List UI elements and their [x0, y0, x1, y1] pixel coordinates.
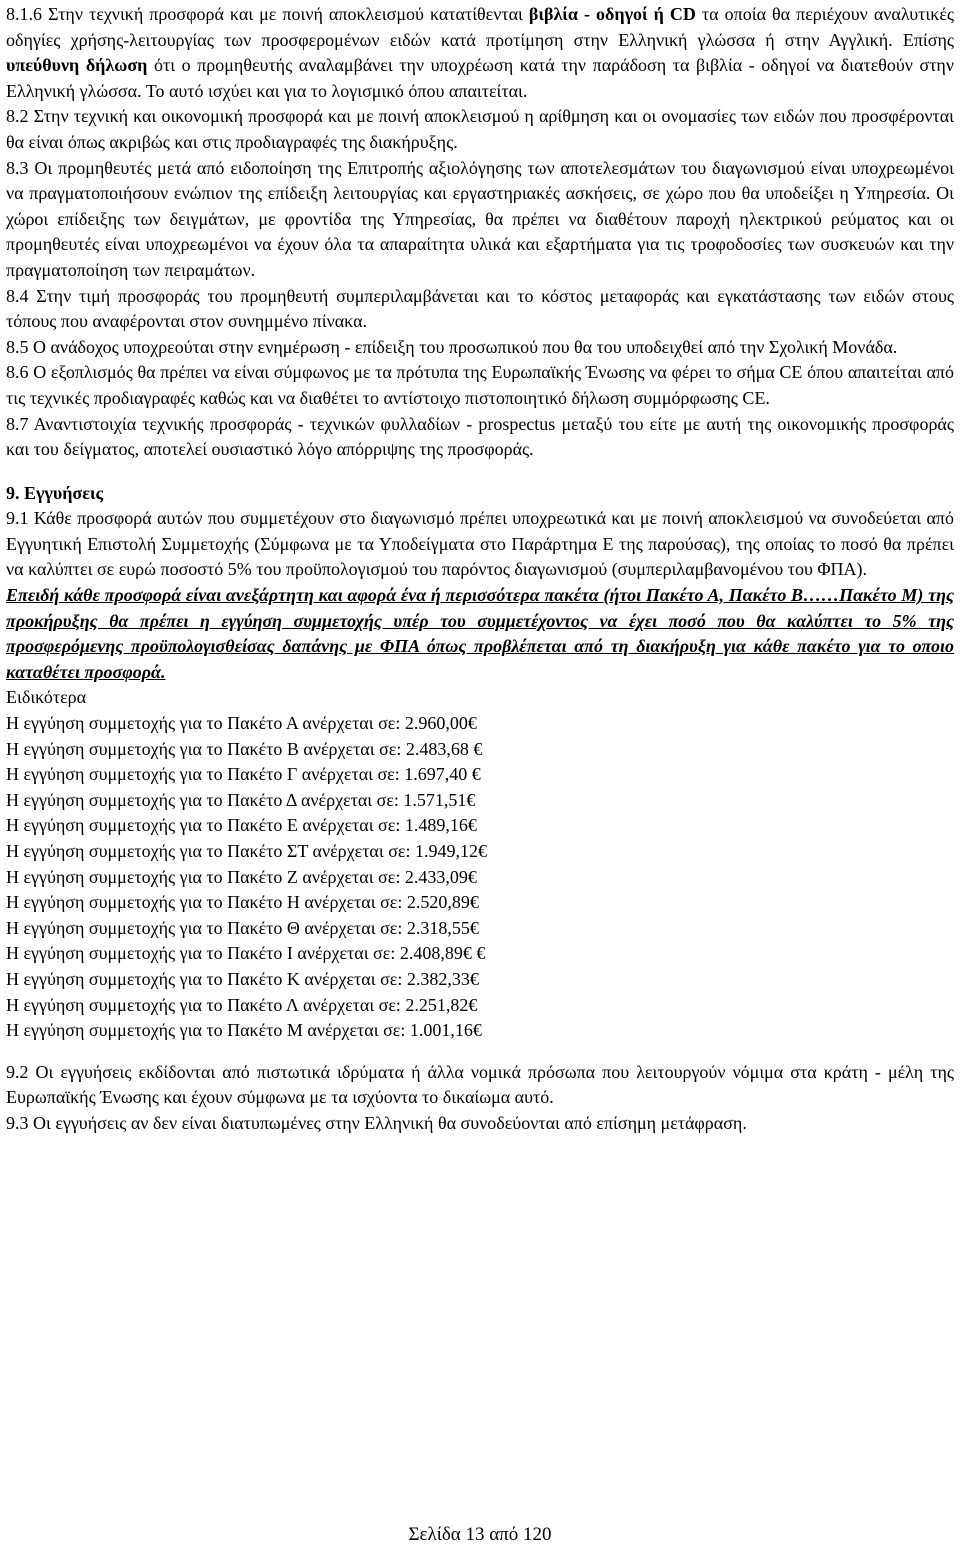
guarantee-line: Η εγγύηση συμμετοχής για το Πακέτο Η ανέρχεται σε: 2.520,89€: [6, 892, 479, 913]
paragraph-8-6: 8.6 Ο εξοπλισμός θα πρέπει να είναι σύμφωνος με τα πρότυπα της Ευρωπαϊκής Ένωσης να φέρει το σήμα CE όπου απαιτείται από τις τεχνικές προδιαγραφές καθώς και να διαθέτει το αντίστοιχο πιστοποιητικό δήλωση συμμόρφωσης CE.: [6, 362, 954, 408]
paragraph-9-3: 9.3 Οι εγγυήσεις αν δεν είναι διατυπωμένες στην Ελληνική θα συνοδεύονται από επίσημη μετάφραση.: [6, 1112, 747, 1133]
paragraph-9-1: 9.1 Κάθε προσφορά αυτών που συμμετέχουν στο διαγωνισμό πρέπει υποχρεωτικά και με ποινή αποκλεισμού να συνοδεύεται από Εγγυητική Επιστολή Συμμετοχής (Σύμφωνα με τα Υποδείγματα στο Παράρτημα Ε της παρούσας), της οποίας το ποσό θα πρέπει να καλύπτει σε ευρώ ποσοστό 5% του προϋπολογισμού του παρόντος διαγωνισμού (συμπεριλαμβανομένου του ΦΠΑ).: [6, 508, 954, 580]
paragraph-9-2: 9.2 Οι εγγυήσεις εκδίδονται από πιστωτικά ιδρύματα ή άλλα νομικά πρόσωπα που λειτουργούν νόμιμα στα κράτη - μέλη της Ευρωπαϊκής Ένωσης και έχουν σύμφωνα με τα ισχύοντα το δικαίωμα αυτό.: [6, 1061, 954, 1108]
paragraph-8-2: 8.2 Στην τεχνική και οικονομική προσφορά και με ποινή αποκλεισμού η αρίθμηση και οι ονομασίες των ειδών που προσφέρονται θα είναι όπως ακριβώς και στις προδιαγραφές της διακήρυξης.: [6, 106, 954, 152]
guarantee-line: Η εγγύηση συμμετοχής για το Πακέτο Ι ανέρχεται σε: 2.408,89€ €: [6, 943, 486, 964]
guarantee-line: Η εγγύηση συμμετοχής για το Πακέτο Δ ανέρχεται σε: 1.571,51€: [6, 789, 476, 810]
spacer: [6, 1044, 954, 1060]
specifically-label: Ειδικότερα: [6, 687, 87, 708]
guarantee-list: [6, 711, 954, 1044]
bold-responsible-declaration: υπεύθυνη δήλωση: [6, 55, 148, 76]
section-9-heading: 9. Εγγυήσεις: [6, 482, 104, 503]
guarantee-line: Η εγγύηση συμμετοχής για το Πακέτο Α ανέρχεται σε: 2.960,00€: [6, 713, 477, 734]
guarantee-line: Η εγγύηση συμμετοχής για το Πακέτο Β ανέρχεται σε: 2.483,68 €: [6, 738, 483, 759]
bold-books-manuals: βιβλία - οδηγοί ή CD: [528, 4, 696, 24]
guarantee-line: Η εγγύηση συμμετοχής για το Πακέτο Λ ανέρχεται σε: 2.251,82€: [6, 994, 478, 1015]
guarantee-line: Η εγγύηση συμμετοχής για το Πακέτο Γ ανέρχεται σε: 1.697,40 €: [6, 764, 481, 785]
document-page: [6, 2, 954, 1548]
guarantee-line: Η εγγύηση συμμετοχής για το Πακέτο ΣΤ ανέρχεται σε: 1.949,12€: [6, 841, 487, 861]
page-number-footer: Σελίδα 13 από 120: [408, 1524, 552, 1545]
spacer: [6, 463, 954, 481]
paragraph-9-1-emphasis: Επειδή κάθε προσφορά είναι ανεξάρτητη και αφορά ένα ή περισσότερα πακέτα (ήτοι Πακέτο Α, Πακέτο Β……Πακέτο Μ) της προκήρυξης θα πρέπει η εγγύηση συμμετοχής υπέρ του συμμετέχοντος να έχει ποσό που θα καλύπτει το 5% της προσφερόμενης προϋπολογισθείσας δαπάνης με ΦΠΑ όπως προβλέπεται από τη διακήρυξη για κάθε πακέτο για το οποιο καταθέτει προσφορά.: [6, 585, 954, 682]
paragraph-8-1-6: 8.1.6 Στην τεχνική προσφορά και με ποινή αποκλεισμού κατατίθενται βιβλία - οδηγοί ή CD τα οποία θα περιέχουν αναλυτικές οδηγίες χρήσης-λειτουργίας των προσφερομένων ειδών κατά προτίμηση στην Ελληνική γλώσσα ή στην Αγγλική. Επίσης υπεύθυνη δήλωση ότι ο προμηθευτής αναλαμβάνει την υποχρέωση κατά την παράδοση τα βιβλία - οδηγοί να διατεθούν στην Ελληνική γλώσσα. Το αυτό ισχύει και για το λογισμικό όπου απαιτείται.: [6, 4, 955, 101]
guarantee-line: Η εγγύηση συμμετοχής για το Πακέτο Ε ανέρχεται σε: 1.489,16€: [6, 815, 477, 836]
paragraph-8-7: 8.7 Αναντιστοιχία τεχνικής προσφοράς - τεχνικών φυλλαδίων - prospectus μεταξύ του είτε με αυτή της οικονομικής προσφοράς και του δείγματος, αποτελεί ουσιαστικό λόγο απόρριψης της προσφοράς.: [6, 413, 954, 460]
guarantee-line: Η εγγύηση συμμετοχής για το Πακέτο Κ ανέρχεται σε: 2.382,33€: [6, 968, 479, 989]
guarantee-line: Η εγγύηση συμμετοχής για το Πακέτο Μ ανέρχεται σε: 1.001,16€: [6, 1020, 482, 1041]
paragraph-8-3: 8.3 Οι προμηθευτές μετά από ειδοποίηση της Επιτροπής αξιολόγησης των αποτελεσμάτων του διαγωνισμού είναι υποχρεωμένοι να πραγματοποιήσουν ενώπιον της επίδειξη λειτουργίας και εργαστηριακές ασκήσεις, σε χώρο που θα υποδείξει η Υπηρεσία. Οι χώροι επίδειξης των δειγμάτων, με φροντίδα της Υπηρεσίας, θα πρέπει να διαθέτουν παροχή ηλεκτρικού ρεύματος και οι προμηθευτές είναι υποχρεωμένοι να έχουν όλα τα απαραίτητα υλικά και εξαρτήματα για τις τροφοδοσίες των συσκευών και την πραγματοποίηση των πειραμάτων.: [6, 157, 954, 280]
guarantee-line: Η εγγύηση συμμετοχής για το Πακέτο Ζ ανέρχεται σε: 2.433,09€: [6, 866, 477, 887]
guarantee-line: Η εγγύηση συμμετοχής για το Πακέτο Θ ανέρχεται σε: 2.318,55€: [6, 917, 479, 938]
paragraph-8-4: 8.4 Στην τιμή προσφοράς του προμηθευτή συμπεριλαμβάνεται και το κόστος μεταφοράς και εγκατάστασης των ειδών στους τόπους που αναφέρονται στον συνημμένο πίνακα.: [6, 285, 954, 332]
paragraph-8-5: 8.5 Ο ανάδοχος υποχρεούται στην ενημέρωση - επίδειξη του προσωπικού που θα του υποδειχθεί από την Σχολική Μονάδα.: [6, 336, 898, 357]
